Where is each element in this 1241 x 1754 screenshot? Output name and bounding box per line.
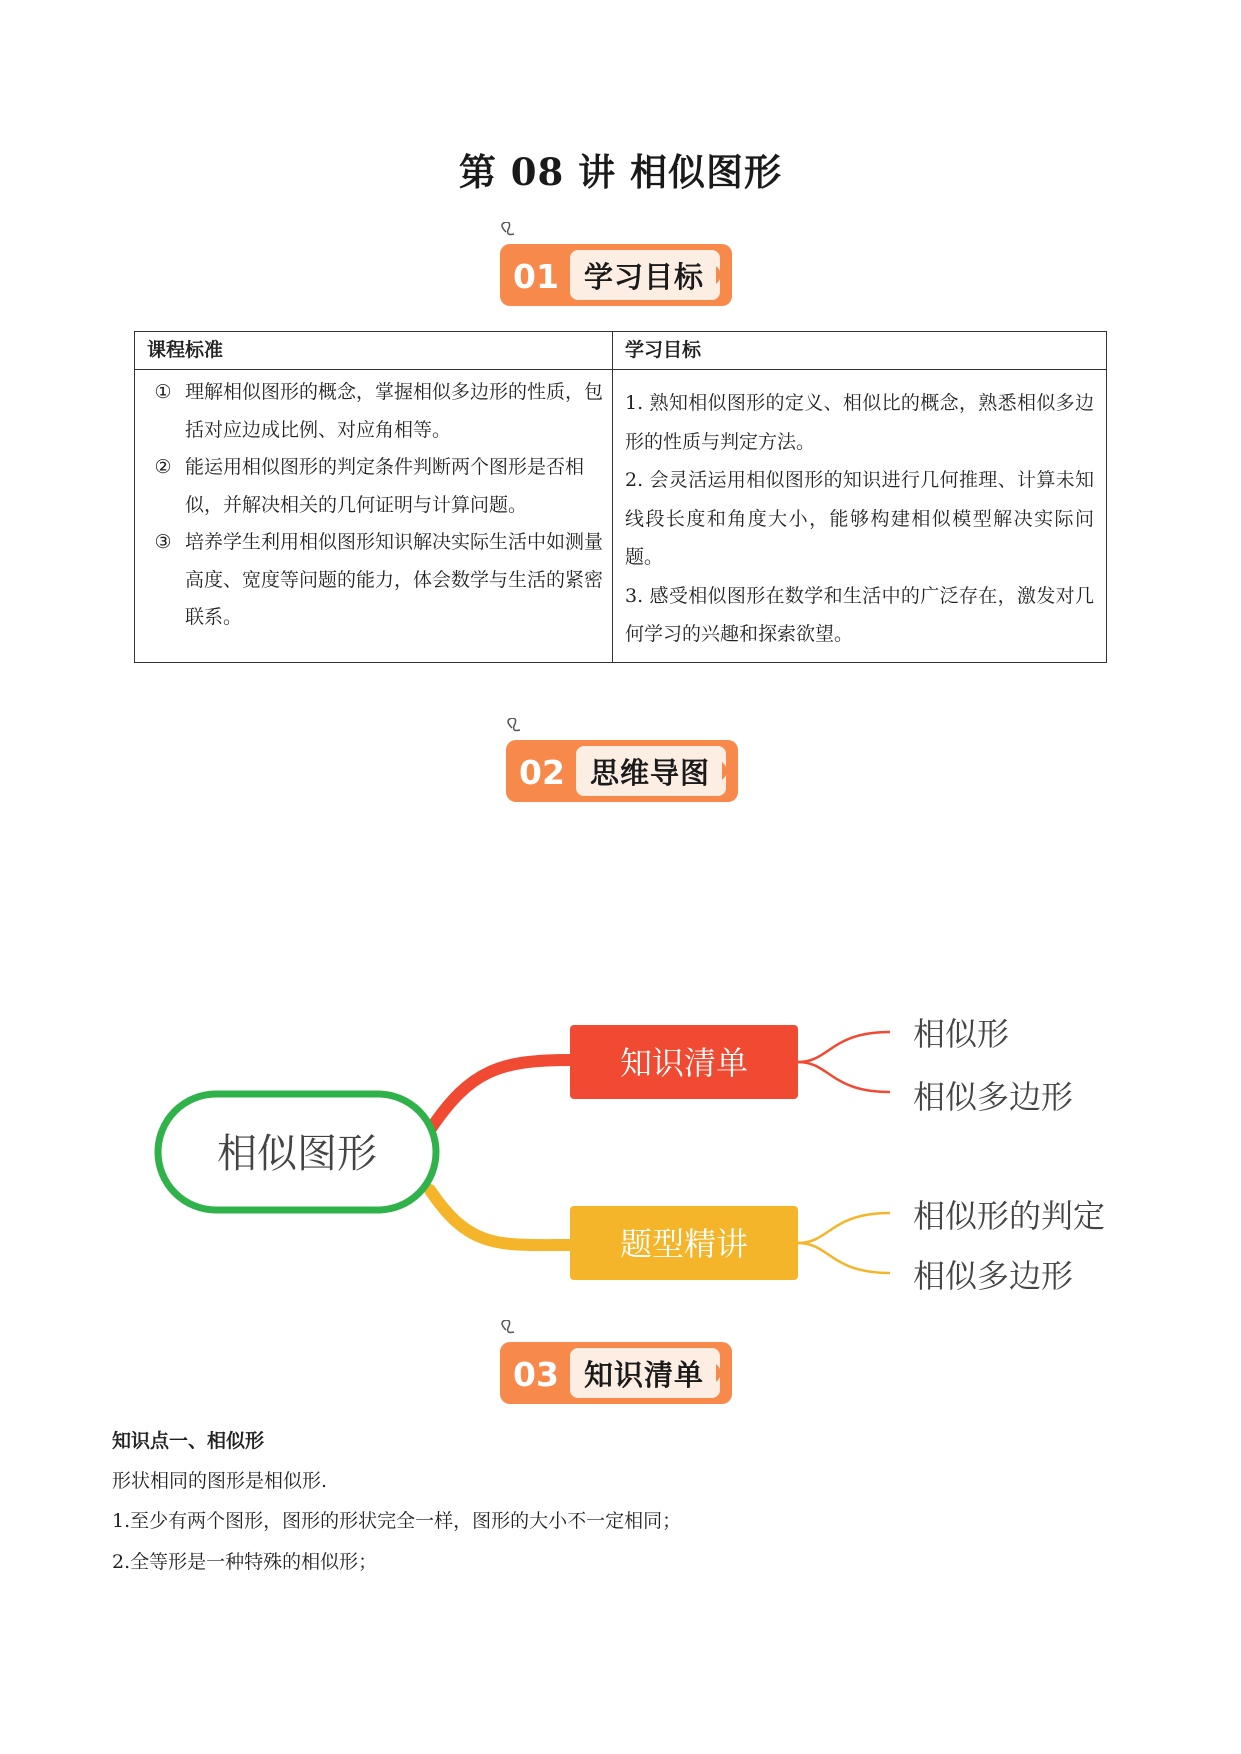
item-text: 培养学生利用相似图形知识解决实际生活中如测量高度、宽度等问题的能力，体会数学与生活的紧密联系。 <box>185 531 604 628</box>
badge-number: 02 <box>519 753 565 792</box>
badge-number: 01 <box>513 257 559 296</box>
objective-item: 1. 熟知相似图形的定义、相似比的概念，熟悉相似多边形的性质与判定方法。 <box>625 392 1094 453</box>
branch-label-2: 题型精讲 <box>619 1225 749 1263</box>
section-badge-01 <box>492 222 742 318</box>
leaf-connector <box>798 1213 890 1243</box>
badge-label: 学习目标 <box>583 260 704 294</box>
table-row <box>135 370 1107 663</box>
list-item <box>143 374 604 449</box>
item-text: 能运用相似图形的判定条件判断两个图形是否相似，并解决相关的几何证明与计算问题。 <box>185 456 585 516</box>
objectives-cell <box>613 370 1107 663</box>
knowledge-line: 1.至少有两个图形，图形的形状完全一样，图形的大小不一定相同； <box>112 1510 682 1532</box>
leaf-label: 相似形 <box>913 1015 1010 1053</box>
knowledge-line: 形状相同的图形是相似形. <box>112 1470 328 1492</box>
objective-item: 3. 感受相似图形在数学和生活中的广泛存在，激发对几何学习的兴趣和探索欲望。 <box>625 584 1094 645</box>
branch-label-1: 知识清单 <box>619 1044 749 1082</box>
item-marker: ② <box>154 456 172 478</box>
section-badge-03 <box>492 1320 742 1416</box>
leaf-label: 相似多边形 <box>913 1078 1074 1116</box>
leaf-connector <box>798 1032 890 1062</box>
branch-connector-2 <box>430 1190 570 1245</box>
goals-table <box>134 331 1107 663</box>
standards-cell <box>135 370 613 663</box>
leaf-connector <box>798 1062 890 1092</box>
knowledge-heading: 知识点一、相似形 <box>112 1430 265 1452</box>
item-marker: ③ <box>154 531 172 553</box>
badge-label: 知识清单 <box>583 1358 704 1392</box>
table-header-row <box>135 332 1107 370</box>
badge-number: 03 <box>513 1355 559 1394</box>
badge-label: 思维导图 <box>589 756 710 790</box>
objective-item: 2. 会灵活运用相似图形的知识进行几何推理、计算未知线段长度和角度大小，能够构建相似模型解决实际问题。 <box>625 469 1094 568</box>
header-standards: 课程标准 <box>135 332 613 370</box>
list-item <box>143 524 604 637</box>
section-badge-02 <box>498 718 748 814</box>
knowledge-line: 2.全等形是一种特殊的相似形； <box>112 1551 378 1573</box>
branch-connector-1 <box>430 1060 570 1130</box>
list-item <box>143 449 604 524</box>
item-marker: ① <box>154 381 172 403</box>
leaf-label: 相似多边形 <box>913 1257 1074 1295</box>
page-title: 第 08 讲 相似图形 <box>458 150 783 194</box>
leaf-connector <box>798 1243 890 1273</box>
root-node-label: 相似图形 <box>217 1131 377 1177</box>
item-text: 理解相似图形的概念，掌握相似多边形的性质，包括对应边成比例、对应角相等。 <box>185 381 604 441</box>
header-objectives: 学习目标 <box>613 332 1107 370</box>
mind-map <box>0 990 1241 1320</box>
leaf-label: 相似形的判定 <box>913 1197 1106 1235</box>
